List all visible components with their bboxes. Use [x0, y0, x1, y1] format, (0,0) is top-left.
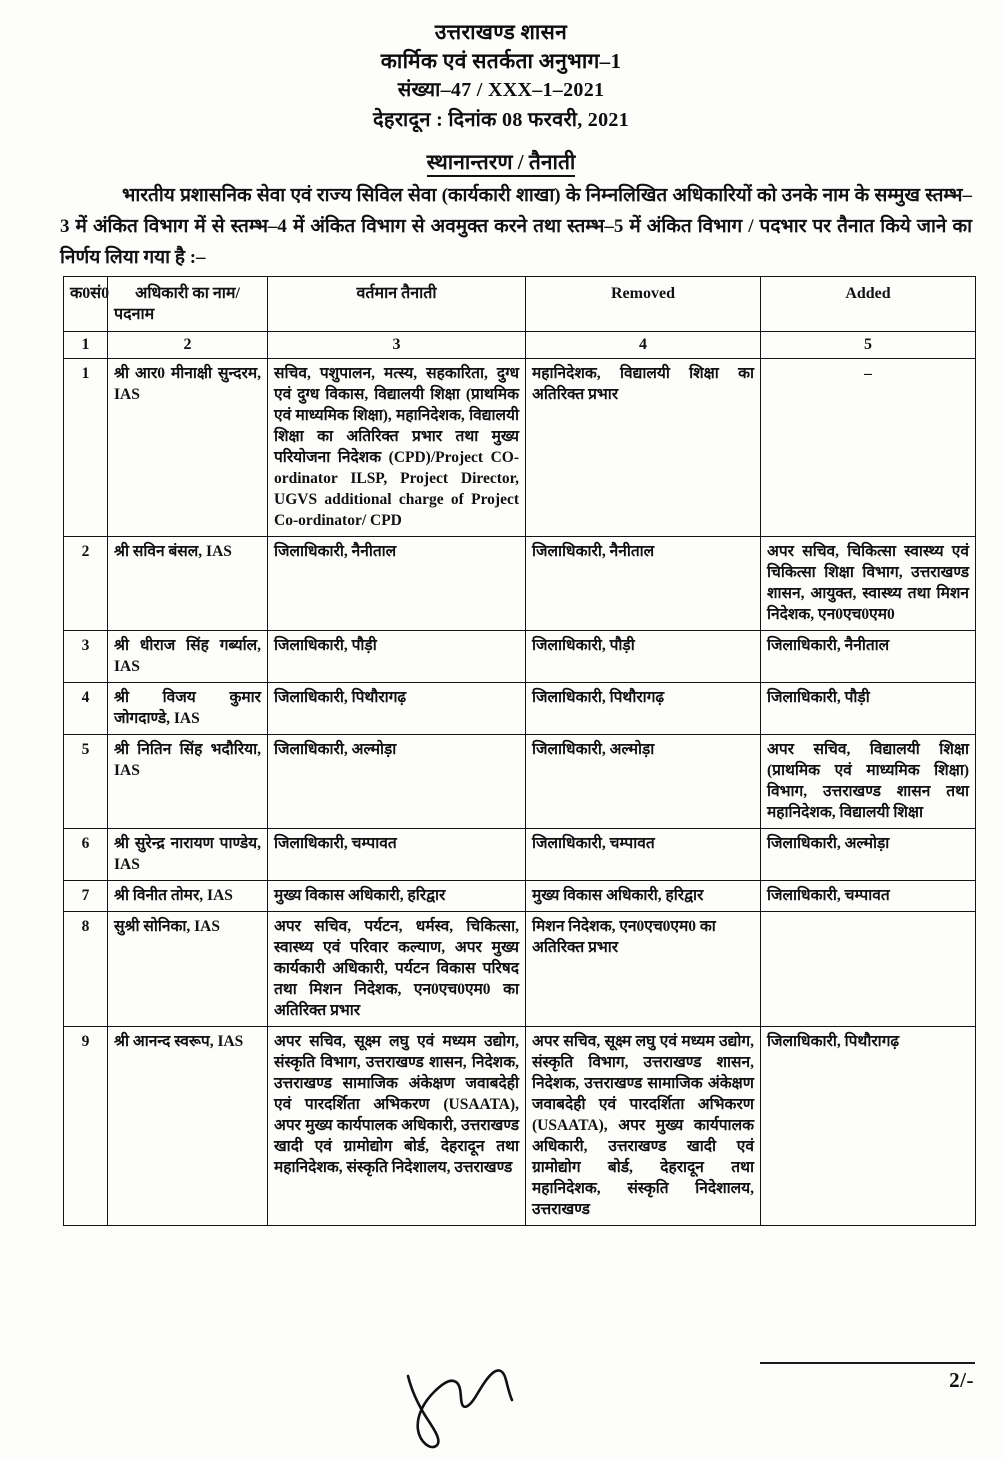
- cell-current-posting: सचिव, पशुपालन, मत्स्य, सहकारिता, दुग्ध एवं दुग्ध विकास, विद्यालयी शिक्षा (प्राथमिक एवं माध्यमिक शिक्षा), महानिदेशक, विद्यालयी शिक्षा का अतिरिक्त प्रभार तथा मुख्य परियोजना निदेशक (CPD)/Project CO-ordinator ILSP, Project Director, UGVS additional charge of Project Co-ordinator/ CPD: [268, 359, 526, 537]
- column-number-3: 3: [268, 332, 526, 359]
- cell-current-posting: जिलाधिकारी, पौड़ी: [268, 631, 526, 683]
- cell-added: अपर सचिव, चिकित्सा स्वास्थ्य एवं चिकित्सा शिक्षा विभाग, उत्तराखण्ड शासन, आयुक्त, स्वास्थ्य तथा मिशन निदेशक, एन0एच0एम0: [761, 537, 976, 631]
- column-number-1: 1: [64, 332, 108, 359]
- subject-heading: [0, 148, 1002, 176]
- cell-officer-name: श्री आनन्द स्वरूप, IAS: [108, 1027, 268, 1226]
- document-header: [0, 18, 1002, 135]
- column-number-5: 5: [761, 332, 976, 359]
- signature-mark: [398, 1358, 578, 1450]
- subject-text: स्थानान्तरण / तैनाती: [427, 150, 576, 177]
- column-number-2: 2: [108, 332, 268, 359]
- cell-officer-name: श्री धीराज सिंह गर्ब्याल, IAS: [108, 631, 268, 683]
- header-added: Added: [761, 277, 976, 332]
- column-number-4: 4: [526, 332, 761, 359]
- cell-serial-number: 3: [64, 631, 108, 683]
- cell-added: –: [761, 359, 976, 537]
- order-number: संख्या–47 / XXX–1–2021: [397, 79, 605, 101]
- cell-added: [761, 912, 976, 1027]
- cell-removed: मिशन निदेशक, एन0एच0एम0 का अतिरिक्त प्रभार: [526, 912, 761, 1027]
- column-number-row: [64, 332, 976, 359]
- table-row: [64, 631, 976, 683]
- table-row: [64, 683, 976, 735]
- cell-removed: जिलाधिकारी, अल्मोड़ा: [526, 735, 761, 829]
- cell-officer-name: श्री सविन बंसल, IAS: [108, 537, 268, 631]
- footer-rule: [760, 1362, 975, 1364]
- table-body: [64, 359, 976, 1226]
- cell-added: अपर सचिव, विद्यालयी शिक्षा (प्राथमिक एवं माध्यमिक शिक्षा) विभाग, उत्तराखण्ड शासन तथा महानिदेशक, विद्यालयी शिक्षा: [761, 735, 976, 829]
- cell-officer-name: सुश्री सोनिका, IAS: [108, 912, 268, 1027]
- cell-officer-name: श्री आर0 मीनाक्षी सुन्दरम, IAS: [108, 359, 268, 537]
- cell-removed: मुख्य विकास अधिकारी, हरिद्वार: [526, 881, 761, 912]
- cell-officer-name: श्री नितिन सिंह भदौरिया, IAS: [108, 735, 268, 829]
- header-serial-number: क0सं0: [64, 277, 108, 332]
- header-current-posting: वर्तमान तैनाती: [268, 277, 526, 332]
- cell-removed: जिलाधिकारी, चम्पावत: [526, 829, 761, 881]
- cell-serial-number: 9: [64, 1027, 108, 1226]
- cell-added: जिलाधिकारी, पौड़ी: [761, 683, 976, 735]
- cell-officer-name: श्री विजय कुमार जोगदाण्डे, IAS: [108, 683, 268, 735]
- transfer-posting-table: [63, 276, 976, 1226]
- place-and-date: देहरादून : दिनांक 08 फरवरी, 2021: [373, 109, 629, 131]
- cell-current-posting: जिलाधिकारी, पिथौरागढ़: [268, 683, 526, 735]
- table-row: [64, 912, 976, 1027]
- cell-serial-number: 7: [64, 881, 108, 912]
- cell-removed: अपर सचिव, सूक्ष्म लघु एवं मध्यम उद्योग, संस्कृति विभाग, उत्तराखण्ड शासन, निदेशक, उत्तराखण्ड सामाजिक अंकेक्षण जवाबदेही एवं पारदर्शिता अभिकरण (USAATA), अपर मुख्य कार्यपालक अधिकारी, उत्तराखण्ड खादी एवं ग्रामोद्योग बोर्ड, देहरादून तथा महानिदेशक, संस्कृति निदेशालय, उत्तराखण्ड: [526, 1027, 761, 1226]
- table-row: [64, 359, 976, 537]
- department-section: कार्मिक एवं सतर्कता अनुभाग–1: [380, 49, 622, 73]
- cell-removed: जिलाधिकारी, पिथौरागढ़: [526, 683, 761, 735]
- table-row: [64, 1027, 976, 1226]
- cell-current-posting: जिलाधिकारी, नैनीताल: [268, 537, 526, 631]
- cell-removed: जिलाधिकारी, नैनीताल: [526, 537, 761, 631]
- table-row: [64, 537, 976, 631]
- table-row: [64, 829, 976, 881]
- table-header: [64, 277, 976, 359]
- cell-serial-number: 4: [64, 683, 108, 735]
- cell-current-posting: अपर सचिव, सूक्ष्म लघु एवं मध्यम उद्योग, संस्कृति विभाग, उत्तराखण्ड शासन, निदेशक, उत्तराखण्ड सामाजिक अंकेक्षण जवाबदेही एवं पारदर्शिता अभिकरण (USAATA), अपर मुख्य कार्यपालक अधिकारी, उत्तराखण्ड खादी एवं ग्रामोद्योग बोर्ड, देहरादून तथा महानिदेशक, संस्कृति निदेशालय, उत्तराखण्ड: [268, 1027, 526, 1226]
- table-row: [64, 881, 976, 912]
- cell-officer-name: श्री विनीत तोमर, IAS: [108, 881, 268, 912]
- cell-current-posting: जिलाधिकारी, अल्मोड़ा: [268, 735, 526, 829]
- cell-added: जिलाधिकारी, नैनीताल: [761, 631, 976, 683]
- cell-current-posting: जिलाधिकारी, चम्पावत: [268, 829, 526, 881]
- cell-current-posting: अपर सचिव, पर्यटन, धर्मस्व, चिकित्सा, स्वास्थ्य एवं परिवार कल्याण, अपर मुख्य कार्यकारी अधिकारी, पर्यटन विकास परिषद तथा मिशन निदेशक, एन0एच0एम0 का अतिरिक्त प्रभार: [268, 912, 526, 1027]
- cell-removed: जिलाधिकारी, पौड़ी: [526, 631, 761, 683]
- intro-paragraph: भारतीय प्रशासनिक सेवा एवं राज्य सिविल सेवा (कार्यकारी शाखा) के निम्नलिखित अधिकारियों को उनके नाम के सम्मुख स्तम्भ–3 में अंकित विभाग में से स्तम्भ–4 में अंकित विभाग से अवमुक्त करने तथा स्तम्भ–5 में अंकित विभाग / पदभार पर तैनात किये जाने का निर्णय लिया गया है :–: [60, 185, 972, 268]
- cell-serial-number: 6: [64, 829, 108, 881]
- cell-added: जिलाधिकारी, अल्मोड़ा: [761, 829, 976, 881]
- cell-officer-name: श्री सुरेन्द्र नारायण पाण्डेय, IAS: [108, 829, 268, 881]
- cell-removed: महानिदेशक, विद्यालयी शिक्षा का अतिरिक्त प्रभार: [526, 359, 761, 537]
- cell-serial-number: 8: [64, 912, 108, 1027]
- cell-current-posting: मुख्य विकास अधिकारी, हरिद्वार: [268, 881, 526, 912]
- page-number: 2/-: [949, 1368, 974, 1392]
- cell-serial-number: 2: [64, 537, 108, 631]
- table-row: [64, 735, 976, 829]
- cell-added: जिलाधिकारी, पिथौरागढ़: [761, 1027, 976, 1226]
- cell-serial-number: 5: [64, 735, 108, 829]
- header-officer-name: अधिकारी का नाम/ पदनाम: [108, 277, 268, 332]
- table-header-row: [64, 277, 976, 332]
- cell-serial-number: 1: [64, 359, 108, 537]
- header-removed: Removed: [526, 277, 761, 332]
- issuing-authority: उत्तराखण्ड शासन: [434, 20, 568, 44]
- cell-added: जिलाधिकारी, चम्पावत: [761, 881, 976, 912]
